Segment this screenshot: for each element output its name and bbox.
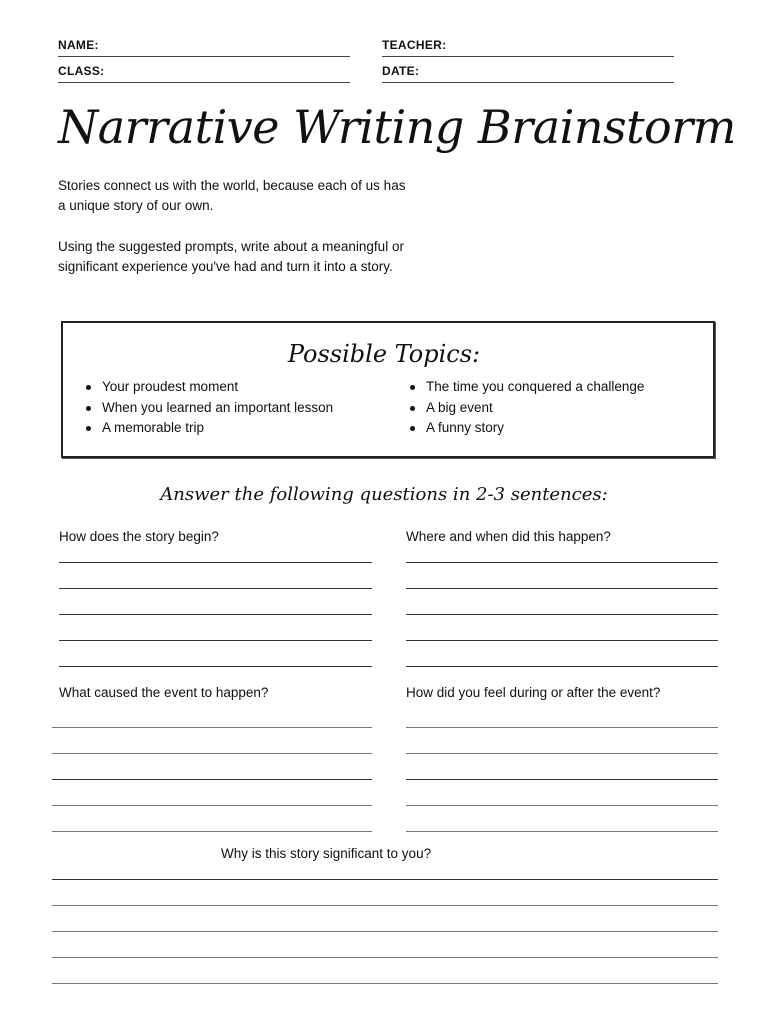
teacher-field[interactable]	[382, 38, 674, 57]
answer-line[interactable]	[52, 727, 372, 728]
answer-line[interactable]	[52, 983, 718, 984]
intro-line: significant experience you've had and turn it into a story.	[58, 259, 393, 274]
answer-line[interactable]	[406, 805, 718, 806]
intro-line: a unique story of our own.	[58, 198, 214, 213]
topic-item: Your proudest moment	[86, 377, 333, 398]
page-title: Narrative Writing Brainstorm	[58, 100, 736, 154]
topic-item: A memorable trip	[86, 418, 333, 439]
class-label: CLASS:	[58, 64, 105, 78]
question-5: Why is this story significant to you?	[221, 846, 432, 861]
answer-line[interactable]	[406, 831, 718, 832]
topic-item: A funny story	[410, 418, 644, 439]
intro-paragraph-1	[58, 176, 478, 216]
question-2: Where and when did this happen?	[406, 529, 611, 544]
intro-line: Using the suggested prompts, write about a meaningful or	[58, 239, 404, 254]
answer-line[interactable]	[406, 666, 718, 667]
answer-line[interactable]	[52, 905, 718, 906]
answer-line[interactable]	[406, 640, 718, 641]
name-field[interactable]	[58, 38, 350, 57]
name-label: NAME:	[58, 38, 99, 52]
answer-line[interactable]	[59, 666, 372, 667]
topic-item: When you learned an important lesson	[86, 398, 333, 419]
answer-line[interactable]	[52, 779, 372, 780]
answer-line[interactable]	[406, 562, 718, 563]
answer-line[interactable]	[52, 931, 718, 932]
date-label: DATE:	[382, 64, 420, 78]
answer-line[interactable]	[59, 562, 372, 563]
teacher-label: TEACHER:	[382, 38, 447, 52]
answer-line[interactable]	[52, 831, 372, 832]
topics-heading: Possible Topics:	[287, 340, 481, 368]
date-field[interactable]	[382, 64, 674, 83]
class-field[interactable]	[58, 64, 350, 83]
answer-line[interactable]	[59, 588, 372, 589]
answer-line[interactable]	[52, 957, 718, 958]
answer-line[interactable]	[406, 727, 718, 728]
intro-paragraph-2	[58, 237, 478, 277]
question-1: How does the story begin?	[59, 529, 219, 544]
answer-line[interactable]	[59, 640, 372, 641]
answer-line[interactable]	[52, 879, 718, 880]
intro-line: Stories connect us with the world, because each of us has	[58, 178, 406, 193]
answer-line[interactable]	[406, 588, 718, 589]
question-4: How did you feel during or after the event?	[406, 685, 661, 700]
instruction-heading: Answer the following questions in 2-3 sentences:	[160, 484, 608, 505]
answer-line[interactable]	[52, 753, 372, 754]
answer-line[interactable]	[406, 753, 718, 754]
topics-list-left	[86, 377, 333, 439]
answer-line[interactable]	[406, 614, 718, 615]
answer-line[interactable]	[52, 805, 372, 806]
question-3: What caused the event to happen?	[59, 685, 269, 700]
topics-list-right	[410, 377, 644, 439]
answer-line[interactable]	[406, 779, 718, 780]
topic-item: The time you conquered a challenge	[410, 377, 644, 398]
topic-item: A big event	[410, 398, 644, 419]
answer-line[interactable]	[59, 614, 372, 615]
